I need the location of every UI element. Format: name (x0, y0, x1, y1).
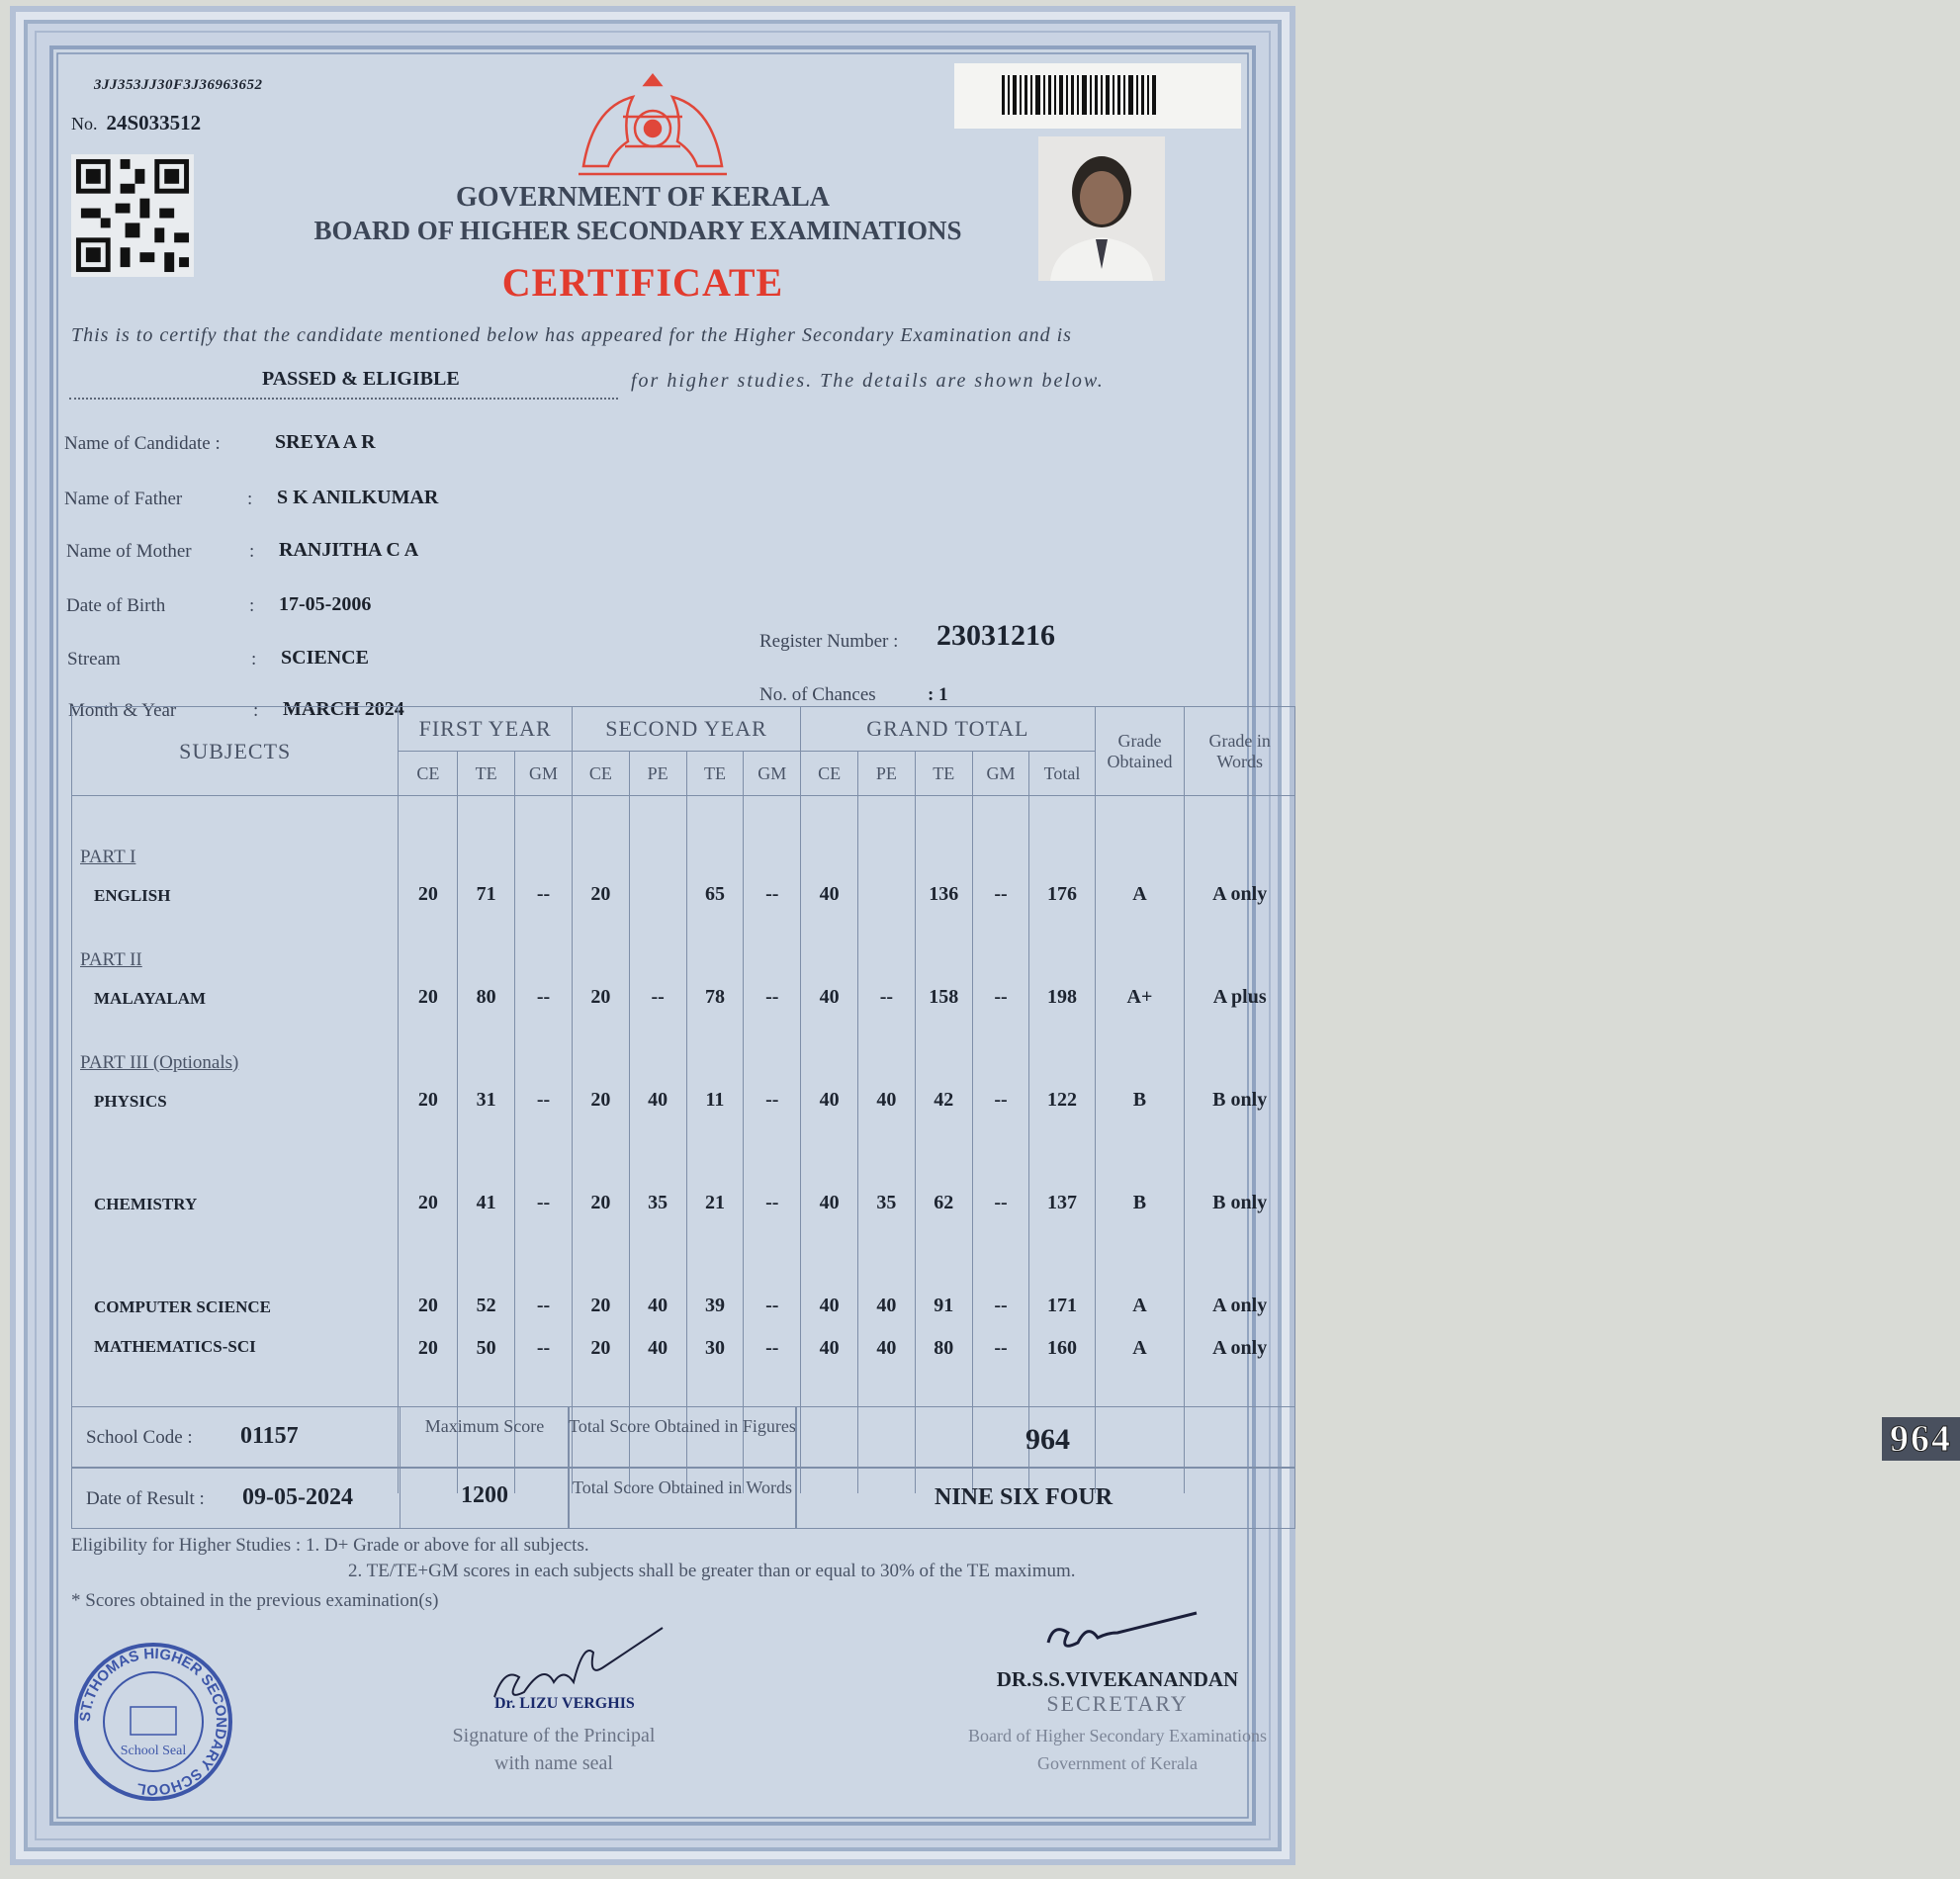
mark-cell-total: 160 (1029, 1325, 1095, 1493)
date-of-birth: 17-05-2006 (279, 593, 372, 615)
max-score: 1200 (461, 1482, 508, 1508)
mark-cell-grade: B (1095, 1119, 1185, 1222)
mark-cell-fy-ce: 20 (399, 1222, 458, 1325)
mark-cell-sy-ce: 20 (572, 1119, 629, 1222)
subject-cell (72, 1119, 399, 1222)
mark-cell-fy-gm: -- (515, 1017, 573, 1119)
mark-cell-fy-te: 50 (458, 1325, 515, 1493)
mark-cell-sy-ce: 20 (572, 796, 629, 915)
mark-cell-fy-gm: -- (515, 1325, 573, 1493)
mark-cell-sy-gm: -- (744, 1017, 801, 1119)
mark-cell-gt-pe: 40 (858, 1017, 916, 1119)
mark-cell-sy-ce: 20 (572, 1325, 629, 1493)
table-row (72, 1222, 1295, 1325)
mark-cell-total: 137 (1029, 1119, 1095, 1222)
certificate-sheet (10, 6, 1952, 1865)
col-sy-pe: PE (629, 752, 686, 796)
mark-cell-words: A only (1185, 1325, 1295, 1493)
total-stamp: 964 (1882, 1417, 1960, 1461)
mark-cell-fy-ce: 20 (399, 1325, 458, 1493)
mark-cell-gt-gm: -- (972, 1325, 1029, 1493)
chances-value: : 1 (928, 684, 948, 705)
table-row (72, 914, 1295, 1017)
mark-cell-words: A only (1185, 1222, 1295, 1325)
subject-name: PHYSICS (94, 1092, 167, 1111)
mark-cell-gt-pe (858, 796, 916, 915)
barcode-icon (954, 63, 1241, 129)
result-date-cell (71, 1468, 401, 1529)
mark-cell-gt-ce: 40 (801, 796, 858, 915)
part-label: PART I (80, 847, 136, 867)
mark-cell-sy-te: 65 (686, 796, 744, 915)
subject-name: CHEMISTRY (94, 1195, 198, 1213)
mother-label: Name of Mother (66, 541, 192, 562)
mark-cell-sy-pe: 40 (629, 1222, 686, 1325)
grade-words-header: Grade in Words (1185, 707, 1295, 796)
first-year-header: FIRST YEAR (399, 707, 573, 752)
subject-name: COMPUTER SCIENCE (94, 1297, 271, 1316)
stream: SCIENCE (281, 647, 369, 669)
colon: : (249, 595, 255, 616)
previous-scores-note: * Scores obtained in the previous examination(s) (71, 1590, 439, 1611)
mother-name: RANJITHA C A (279, 539, 419, 561)
chances-label: No. of Chances (759, 684, 876, 705)
mark-cell-sy-gm: -- (744, 1222, 801, 1325)
mark-cell-fy-ce: 20 (399, 1017, 458, 1119)
mark-cell-grade: B (1095, 1017, 1185, 1119)
mark-cell-sy-gm: -- (744, 1119, 801, 1222)
mark-cell-gt-gm: -- (972, 914, 1029, 1017)
secretary-name: DR.S.S.VIVEKANANDAN (996, 1667, 1239, 1691)
mark-cell-gt-ce: 40 (801, 1222, 858, 1325)
part-label: PART III (Optionals) (80, 1052, 239, 1073)
col-gt-pe: PE (858, 752, 916, 796)
mark-cell-sy-gm: -- (744, 1325, 801, 1493)
mark-cell-words: A only (1185, 796, 1295, 915)
result-date-label: Date of Result : (86, 1488, 205, 1509)
mark-cell-sy-te: 21 (686, 1119, 744, 1222)
mark-cell-grade: A (1095, 1325, 1185, 1493)
dotted-line (69, 398, 618, 400)
mark-cell-fy-ce: 20 (399, 1119, 458, 1222)
mark-cell-fy-te: 31 (458, 1017, 515, 1119)
mark-cell-gt-pe: 40 (858, 1222, 916, 1325)
certificate-number: No. 24S033512 (71, 111, 202, 134)
total-words-label-cell (568, 1468, 797, 1529)
mark-cell-words: B only (1185, 1119, 1295, 1222)
mark-cell-sy-pe (629, 796, 686, 915)
register-number: 23031216 (936, 619, 1055, 652)
subject-cell (72, 1017, 399, 1119)
colon: : (251, 649, 257, 670)
mark-cell-sy-gm: -- (744, 914, 801, 1017)
mark-cell-gt-ce: 40 (801, 1119, 858, 1222)
col-sy-te: TE (686, 752, 744, 796)
col-sy-ce: CE (572, 752, 629, 796)
subject-cell (72, 1222, 399, 1325)
mark-cell-sy-ce: 20 (572, 1017, 629, 1119)
secretary-title: SECRETARY (1046, 1691, 1189, 1716)
intro-line: This is to certify that the candidate mentioned below has appeared for the Higher Secondary Examination and is (71, 324, 1072, 346)
mark-cell-gt-te: 62 (915, 1119, 972, 1222)
stream-label: Stream (67, 649, 121, 670)
secretary-caption: Board of Higher Secondary Examinations Government of Kerala (968, 1726, 1267, 1773)
seal-center-text: School Seal (120, 1744, 187, 1758)
eligibility-note-2: 2. TE/TE+GM scores in each subjects shall be greater than or equal to 30% of the TE maximum. (348, 1561, 1076, 1581)
col-fy-te: TE (458, 752, 515, 796)
col-gt-te: TE (915, 752, 972, 796)
max-score-label-cell (400, 1406, 570, 1468)
mark-cell-gt-ce: 40 (801, 1325, 858, 1493)
mark-cell-total: 176 (1029, 796, 1095, 915)
part-label: PART II (80, 949, 142, 970)
mark-cell-gt-te: 42 (915, 1017, 972, 1119)
col-gt-ce: CE (801, 752, 858, 796)
government-title: GOVERNMENT OF KERALA (455, 182, 831, 213)
mark-cell-fy-gm: -- (515, 914, 573, 1017)
mark-cell-fy-te: 52 (458, 1222, 515, 1325)
mark-cell-fy-te: 71 (458, 796, 515, 915)
total-words-label: Total Score Obtained in Words (573, 1477, 792, 1497)
school-code: 01157 (240, 1423, 299, 1449)
mark-cell-gt-te: 136 (915, 796, 972, 915)
secretary-signature-icon (1028, 1603, 1206, 1662)
max-score-label: Maximum Score (424, 1416, 545, 1436)
mark-cell-gt-te: 80 (915, 1325, 972, 1493)
total-figures-label-cell (568, 1406, 797, 1468)
mark-cell-fy-ce: 20 (399, 914, 458, 1017)
col-fy-ce: CE (399, 752, 458, 796)
total-figures-cell (795, 1406, 1952, 1468)
school-code-label: School Code : (86, 1427, 193, 1448)
col-gt-total: Total (1029, 752, 1095, 796)
mark-cell-sy-gm: -- (744, 796, 801, 915)
result-date: 09-05-2024 (242, 1484, 353, 1510)
mark-cell-sy-pe: -- (629, 914, 686, 1017)
score-summary (71, 1406, 1952, 1529)
subject-name: MALAYALAM (94, 989, 207, 1008)
mark-cell-fy-te: 41 (458, 1119, 515, 1222)
mark-cell-total: 171 (1029, 1222, 1095, 1325)
eligibility-note-1: Eligibility for Higher Studies : 1. D+ Grade or above for all subjects. (71, 1535, 589, 1556)
mark-cell-sy-pe: 40 (629, 1017, 686, 1119)
month-year: MARCH 2024 (283, 698, 404, 720)
mark-cell-fy-gm: -- (515, 796, 573, 915)
max-score-cell (400, 1468, 570, 1529)
mark-cell-sy-te: 11 (686, 1017, 744, 1119)
subject-name: MATHEMATICS-SCI (94, 1337, 256, 1356)
mark-cell-gt-ce: 40 (801, 1017, 858, 1119)
mark-cell-sy-ce: 20 (572, 914, 629, 1017)
kerala-emblem-icon (564, 67, 742, 186)
mark-cell-grade: A+ (1095, 914, 1185, 1017)
mark-cell-gt-gm: -- (972, 1119, 1029, 1222)
mark-cell-fy-ce: 20 (399, 796, 458, 915)
table-row (72, 1119, 1295, 1222)
register-number-label: Register Number : (759, 631, 899, 652)
mark-cell-gt-gm: -- (972, 1017, 1029, 1119)
principal-caption: Signature of the Principal with name seal (452, 1725, 656, 1774)
col-sy-gm: GM (744, 752, 801, 796)
certificate-title: CERTIFICATE (501, 260, 784, 305)
total-words: NINE SIX FOUR (935, 1484, 1114, 1510)
total-figures-label: Total Score Obtained in Figures (569, 1416, 796, 1436)
second-year-header: SECOND YEAR (572, 707, 800, 752)
name-label: Name of Candidate : (64, 433, 221, 454)
intro-line-2: for higher studies. The details are shown below. (631, 370, 1105, 392)
serial-number: 3JJ353JJ30F3J36963652 (94, 77, 263, 93)
mark-cell-fy-te: 80 (458, 914, 515, 1017)
mark-cell-sy-te: 78 (686, 914, 744, 1017)
board-title: BOARD OF HIGHER SECONDARY EXAMINATIONS (313, 216, 962, 245)
mark-cell-grade: A (1095, 1222, 1185, 1325)
marks-table (71, 706, 1295, 1493)
father-label: Name of Father (64, 489, 183, 509)
grand-total-header: GRAND TOTAL (801, 707, 1095, 752)
table-row (72, 1017, 1295, 1119)
mark-cell-words: B only (1185, 1017, 1295, 1119)
col-gt-gm: GM (972, 752, 1029, 796)
mark-cell-fy-gm: -- (515, 1119, 573, 1222)
mark-cell-gt-pe: -- (858, 914, 916, 1017)
mark-cell-gt-gm: -- (972, 1222, 1029, 1325)
table-row (72, 796, 1295, 915)
mark-cell-sy-te: 30 (686, 1325, 744, 1493)
mark-cell-fy-gm: -- (515, 1222, 573, 1325)
dob-label: Date of Birth (66, 595, 166, 616)
mark-cell-gt-gm: -- (972, 796, 1029, 915)
colon: : (247, 489, 253, 509)
col-fy-gm: GM (515, 752, 573, 796)
subject-cell (72, 914, 399, 1017)
candidate-name: SREYA A R (275, 431, 376, 453)
father-name: S K ANILKUMAR (277, 487, 439, 508)
mark-cell-gt-pe: 35 (858, 1119, 916, 1222)
mark-cell-sy-te: 39 (686, 1222, 744, 1325)
total-figures: 964 (1025, 1423, 1070, 1456)
month-year-label: Month & Year (68, 700, 177, 721)
mark-cell-gt-pe: 40 (858, 1325, 916, 1493)
mark-cell-gt-te: 91 (915, 1222, 972, 1325)
school-seal-icon (69, 1638, 237, 1806)
mark-cell-grade: A (1095, 796, 1185, 915)
subjects-header: SUBJECTS (72, 707, 399, 796)
seal-ring-text: ST.THOMAS HIGHER SECONDARY SCHOOL (76, 1645, 230, 1799)
result-status: PASSED & ELIGIBLE (262, 368, 460, 390)
mark-cell-sy-pe: 35 (629, 1119, 686, 1222)
mark-cell-gt-ce: 40 (801, 914, 858, 1017)
mark-cell-gt-te: 158 (915, 914, 972, 1017)
principal-name: Dr. LIZU VERGHIS (494, 1695, 635, 1712)
mark-cell-total: 198 (1029, 914, 1095, 1017)
mark-cell-words: A plus (1185, 914, 1295, 1017)
mark-cell-total: 122 (1029, 1017, 1095, 1119)
mark-cell-sy-ce: 20 (572, 1222, 629, 1325)
school-code-cell (71, 1406, 401, 1468)
grade-obtained-header: Grade Obtained (1095, 707, 1185, 796)
colon: : (253, 700, 259, 721)
mark-cell-sy-pe: 40 (629, 1325, 686, 1493)
colon: : (249, 541, 255, 562)
subject-cell (72, 796, 399, 915)
total-words-cell (795, 1468, 1295, 1529)
subject-name: ENGLISH (94, 886, 171, 905)
